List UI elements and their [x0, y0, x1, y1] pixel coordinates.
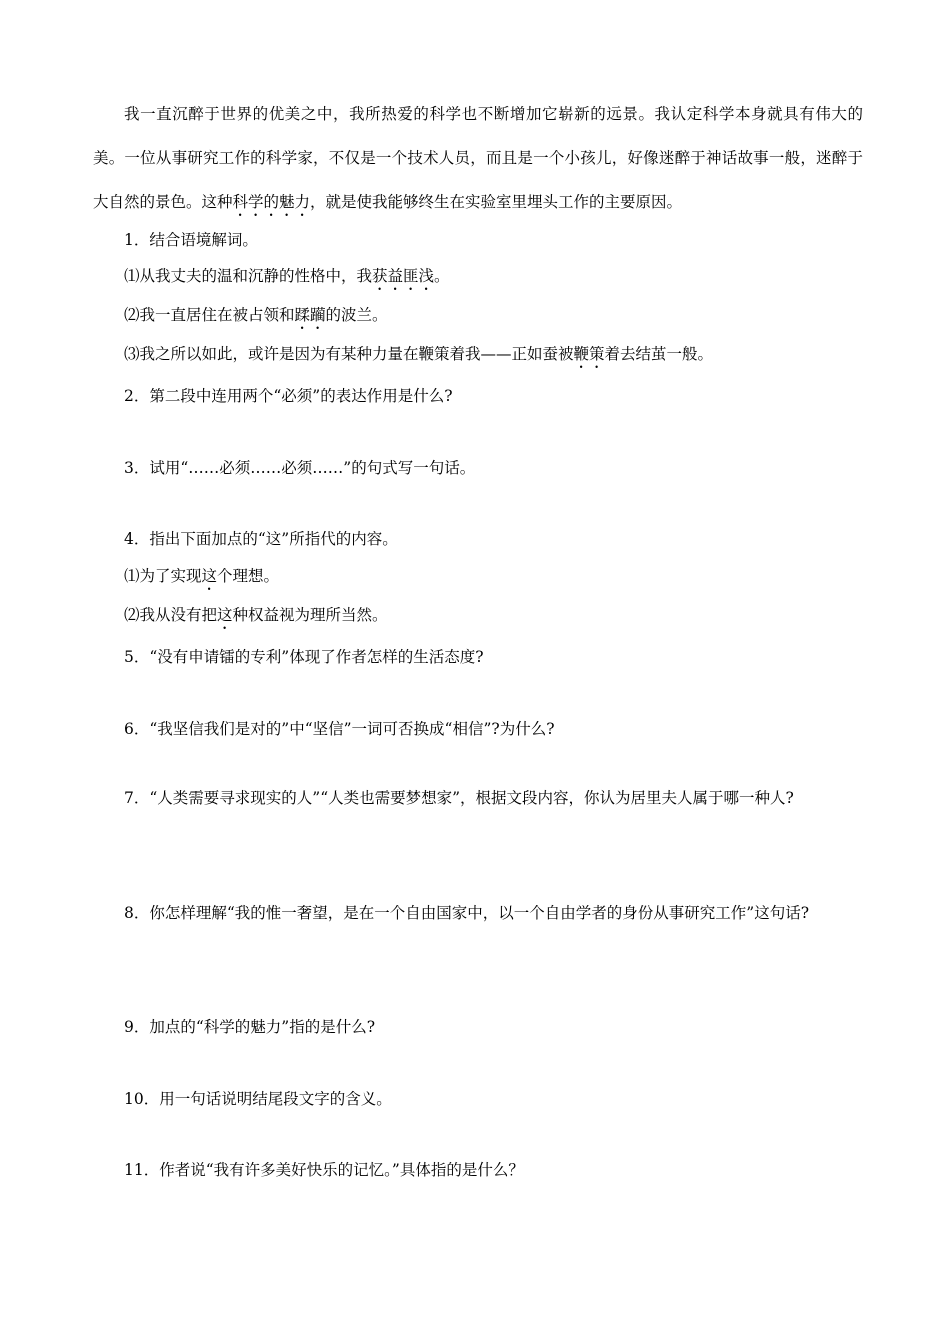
q4-s1-post: 个理想。	[217, 567, 280, 585]
question-2: 2．第二段中连用两个“必须”的表达作用是什么?	[124, 387, 453, 405]
q4-s2-pre: ⑵我从没有把	[124, 606, 218, 624]
question-5: 5．“没有申请镭的专利”体现了作者怎样的生活态度?	[124, 648, 484, 666]
question-9: 9．加点的“科学的魅力”指的是什么?	[124, 1018, 376, 1036]
q1-s2-post: 的波兰。	[325, 306, 388, 324]
question-4-title: 4．指出下面加点的“这”所指代的内容。	[124, 530, 398, 548]
question-7: 7．“人类需要寻求现实的人”“人类也需要梦想家”，根据文段内容，你认为居里夫人属于哪一种人?	[124, 789, 794, 807]
passage-paragraph	[93, 92, 863, 224]
question-1-title: 1．结合语境解词。	[124, 231, 258, 249]
question-4-sentence-1	[124, 566, 279, 594]
question-1-sentence-2	[124, 305, 388, 333]
question-11: 11．作者说“我有许多美好快乐的记忆。”具体指的是什么？	[124, 1161, 524, 1179]
q1-s1-emphasis: 获益匪浅	[372, 267, 435, 285]
question-8: 8．你怎样理解“我的惟一奢望，是在一个自由国家中，以一个自由学者的身份从事研究工作”这句话?	[124, 904, 810, 922]
q1-s2-emphasis: 蹂躏	[294, 306, 326, 324]
q1-s2-pre: ⑵我一直居住在被占领和	[124, 306, 295, 324]
passage-text-2: ，就是使我能够终生在实验室里埋头工作的主要原因。	[310, 193, 683, 211]
q1-s3-emphasis: 鞭策	[573, 345, 605, 363]
question-3: 3．试用“……必须……必须……”的句式写一句话。	[124, 459, 476, 477]
q4-s1-emphasis: 这	[201, 567, 218, 585]
q1-s3-pre: ⑶我之所以如此，或许是因为有某种力量在鞭策着我——正如蚕被	[124, 345, 574, 363]
question-4-sentence-2	[124, 605, 388, 633]
passage-emphasis: 科学的魅力	[232, 193, 311, 211]
q1-s3-post: 着去结茧一般。	[604, 345, 714, 363]
q4-s1-pre: ⑴为了实现	[124, 567, 202, 585]
q4-s2-emphasis: 这	[217, 606, 233, 624]
question-1-sentence-3	[124, 344, 713, 372]
q1-s1-post: 。	[434, 267, 450, 285]
passage-text-1: 我一直沉醉于世界的优美之中，我所热爱的科学也不断增加它崭新的远景。我认定科学本身就具有伟大的美。一位从事研究工作的科学家，不仅是一个技术人员，而且是一个小孩儿，好像迷醉于神话故事一般，迷醉于大自然的景色。这种	[93, 105, 863, 211]
question-6: 6．“我坚信我们是对的”中“坚信”一词可否换成“相信”?为什么?	[124, 720, 555, 738]
question-10: 10．用一句话说明结尾段文字的含义。	[124, 1090, 392, 1108]
q1-s1-pre: ⑴从我丈夫的温和沉静的性格中，我	[124, 267, 373, 285]
q4-s2-post: 种权益视为理所当然。	[232, 606, 388, 624]
question-1-sentence-1	[124, 266, 450, 294]
